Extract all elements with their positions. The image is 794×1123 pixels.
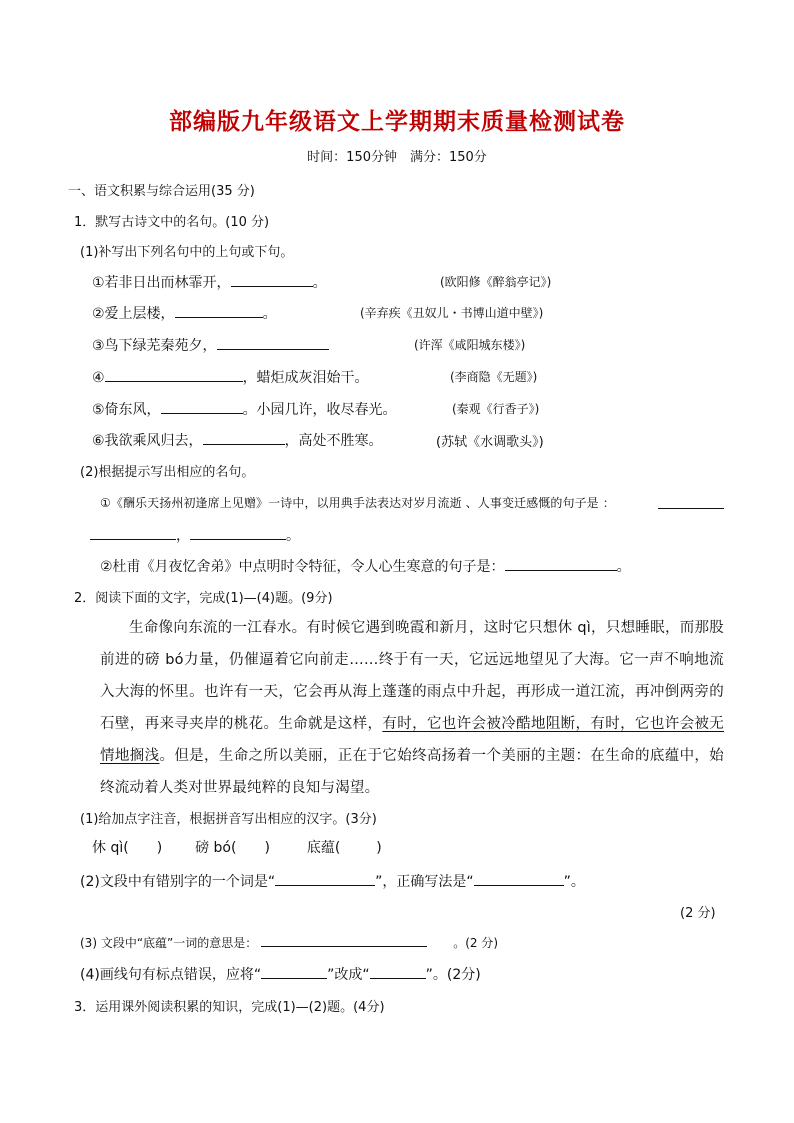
paren-close: ) [156,840,163,856]
answer-blank[interactable] [505,558,617,571]
question-2-sub2-end: ”。 [563,874,585,890]
question-1-sub1: (1)补写出下列名句中的上句或下句。 [80,245,294,260]
paren-close: ) [376,840,382,856]
answer-blank[interactable] [217,337,329,350]
paren-close: ) [264,840,270,856]
fill-item-3-pre: ③鸟下绿芜秦苑夕， [92,338,217,354]
fill-item-5 [92,399,397,419]
hint-1 [100,494,615,511]
fill-item-5-post: 。小园几许，收尽春光。 [242,402,397,418]
answer-blank[interactable] [261,934,427,947]
fill-item-6-post: ，高处不胜寒。 [284,433,383,449]
fill-item-1-post: 。 [312,275,327,291]
hint-2-text: ②杜甫《月夜忆舍弟》中点明时令特征，令人心生寒意的句子是： [100,559,505,575]
question-1-sub2: (2)根据提示写出相应的名句。 [80,465,255,480]
question-2-sub2-text: (2)文段中有错别字的一个词是“ [80,874,276,890]
question-2-sub1: (1)给加点字注音，根据拼音写出相应的汉字。(3分) [80,812,377,827]
answer-blank[interactable] [231,274,313,287]
question-2-sub3-end: 。(2 分) [453,936,499,950]
reading-passage [100,612,724,804]
question-2-sub3 [80,934,498,951]
answer-blank[interactable] [474,873,564,886]
question-3-heading: 3．运用课外阅读积累的知识，完成(1)—(2)题。(4分) [74,1000,385,1015]
answer-blank[interactable] [203,432,285,445]
answer-blank[interactable] [370,966,426,979]
pinyin-item-3: 底蕴( [306,840,341,856]
fill-item-2-pre: ②爱上层楼， [92,306,175,322]
question-1-heading: 1．默写古诗文中的名句。(10 分) [74,215,270,230]
hint-1-text: ①《酬乐天扬州初逢席上见赠》一诗中，以用典手法表达对岁月流逝 、人事变迁感慨的句子是 ： [100,496,615,510]
fill-item-1 [92,272,327,292]
hint-2 [100,556,631,576]
page-title: 部编版九年级语文上学期期末质量检测试卷 [169,109,625,135]
pinyin-item-1: 休 qì( [92,840,129,856]
fill-item-1-source: (欧阳修《醉翁亭记》) [440,275,552,289]
exam-meta: 时间：150分钟 满分：150分 [307,150,487,165]
question-2-sub4-mid: ”改成“ [327,967,370,983]
fill-item-4-source: (李商隐《无题》) [450,370,538,384]
fill-item-6-source: (苏轼《水调歌头》) [436,435,544,450]
question-2-sub3-text: (3) 文段中“底蕴”一词的意思是： [80,936,258,950]
hint-1-cont: ， 。 [90,525,300,545]
answer-blank[interactable] [90,527,176,540]
fill-item-4-pre: ④ [92,370,105,386]
fill-item-2 [92,303,277,323]
fill-item-6 [92,430,383,450]
passage-part-a: 生命像向东流的一江春水。有时候它遇到晚霞和新月，这时它只想休 qì，只想睡眠，而那股前进的磅 bó力量，仍催逼着它向前走……终于有一天，它远远地望见了大海。它一声不响地流入大海的怀里。也许有一天，它会再从海上蓬蓬的雨点中升起，再形成一道江流，再冲倒两旁的石壁，再来寻夹岸的桃花。生命就是这样， [100,620,724,732]
fill-item-2-source: (辛弃疾《丑奴儿・书博山道中壁》) [360,306,544,320]
pinyin-item-2: 磅 bó( [195,840,237,856]
fill-item-6-pre: ⑥我欲乘风归去， [92,433,203,449]
answer-blank[interactable] [275,873,375,886]
question-2-sub4-text: (4)画线句有标点错误，应将“ [80,967,262,983]
fill-item-5-source: (秦观《行香子》) [452,402,540,416]
fill-item-3-source: (许浑《咸阳城东楼》) [414,338,526,352]
passage-underlined-sentence: 有时，它也许会被冷酷地阻断，有时，它也许会被无情地搁浅 [100,716,724,764]
fill-item-4-post: ，蜡炬成灰泪始干。 [242,370,369,386]
answer-blank[interactable] [261,966,327,979]
section-heading: 一、语文积累与综合运用(35 分) [68,184,255,199]
fill-item-2-post: 。 [262,306,277,322]
answer-blank[interactable] [190,527,286,540]
hint-1-end: 。 [286,528,300,544]
question-2-sub2 [80,871,585,891]
passage-part-b: 。但是，生命之所以美丽，正在于它始终高扬着一个美丽的主题：在生命的底蕴中，始终流动着人类对世界最纯粹的良知与渴望。 [100,748,724,796]
answer-blank[interactable] [161,401,243,414]
fill-item-5-pre: ⑤倚东风， [92,402,161,418]
answer-blank[interactable] [105,369,243,382]
answer-blank[interactable] [658,496,724,509]
question-2-sub4 [80,964,481,984]
answer-blank[interactable] [175,305,263,318]
question-2-sub2-mid: ”，正确写法是“ [375,874,474,890]
question-2-sub4-end: ”。(2分) [425,967,481,983]
fill-item-4 [92,367,369,387]
fill-item-3 [92,335,329,355]
pinyin-row [92,837,382,857]
question-2-heading: 2．阅读下面的文字，完成(1)—(4)题。(9分) [74,591,333,606]
fill-item-1-pre: ①若非日出而林霏开， [92,275,231,291]
question-2-sub2-score: (2 分) [680,906,716,921]
hint-2-end: 。 [616,559,631,575]
